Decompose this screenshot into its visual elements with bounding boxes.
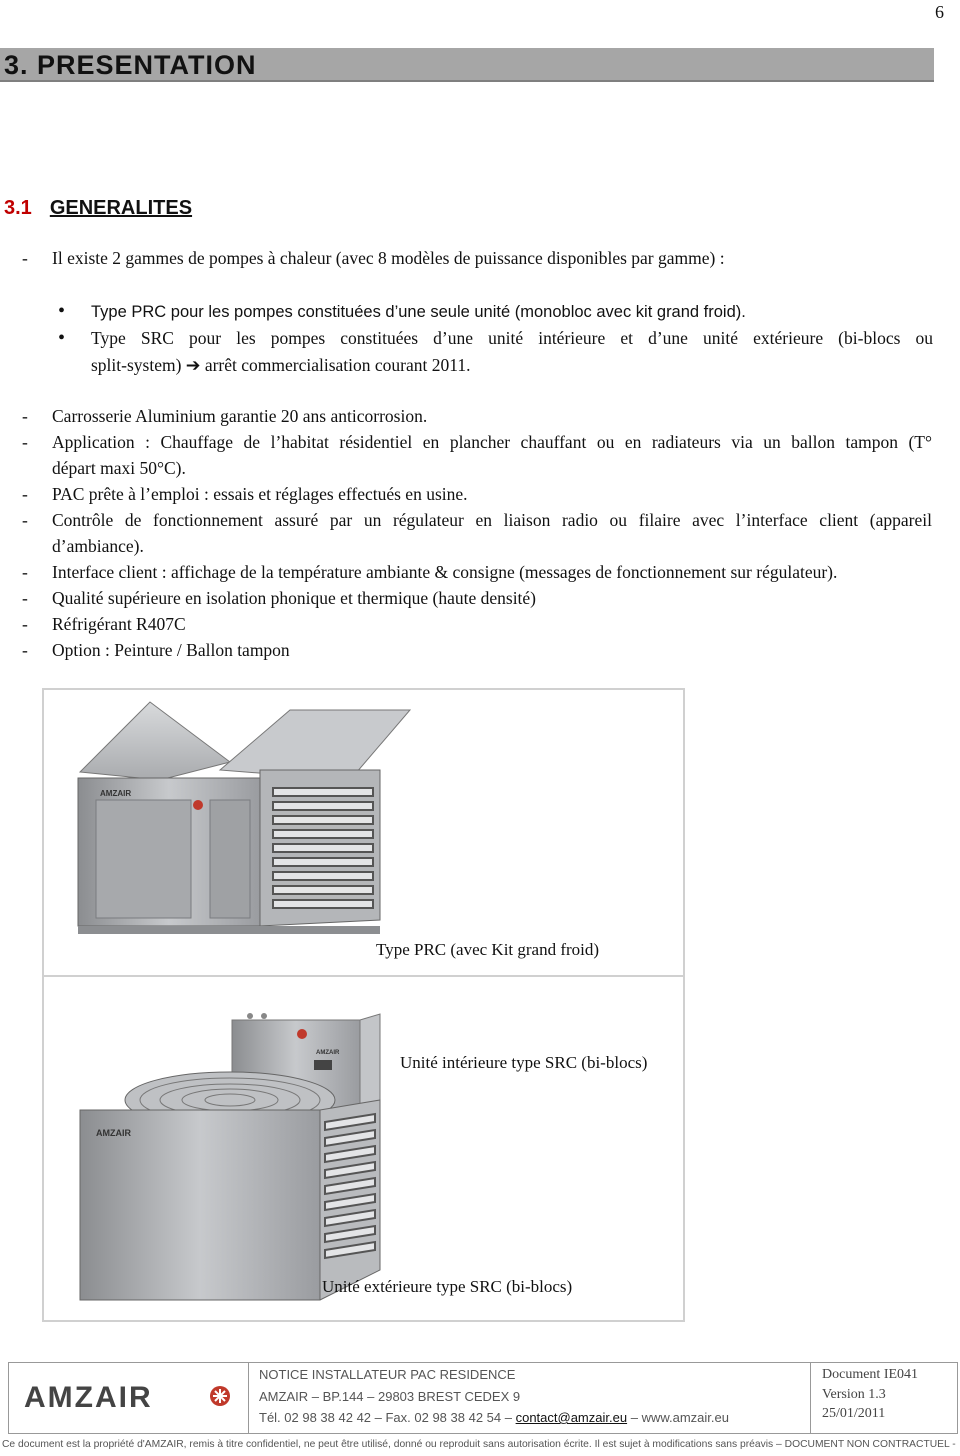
footer-disclaimer: Ce document est la propriété d'AMZAIR, remis à titre confidentiel, ne peut être utilisé, donné ou reproduit sans autorisation écrite. Il est sujet à modifications sans préavis – DOCUMENT NON CONTRACTUEL -: [2, 1439, 956, 1450]
section-heading: [4, 197, 192, 220]
svg-text:AMZAIR: AMZAIR: [316, 1050, 340, 1056]
footer-email-link[interactable]: contact@amzair.eu: [515, 1410, 628, 1425]
footer-contact: [259, 1410, 729, 1425]
amzair-logo: [24, 1381, 238, 1418]
footer-doc-title: NOTICE INSTALLATEUR PAC RESIDENCE: [259, 1367, 516, 1382]
list-item: Option : Peinture / Ballon tampon: [52, 640, 290, 660]
dash-marker: -: [22, 588, 28, 608]
svg-text:AMZAIR: AMZAIR: [100, 789, 132, 798]
list-item: Réfrigérant R407C: [52, 614, 186, 634]
dash-marker: -: [22, 248, 28, 268]
footer-date: 25/01/2011: [822, 1406, 886, 1421]
dash-marker: -: [22, 614, 28, 634]
footer-divider: [810, 1362, 811, 1434]
brand-name: AMZAIR: [24, 1381, 153, 1413]
logo-star-icon: [210, 1386, 230, 1406]
list-item: Interface client : affichage de la température ambiante & consigne (messages de fonctionnement sur régulateur).: [52, 562, 838, 582]
list-item: Application : Chauffage de l’habitat résidentiel en plancher chauffant ou en radiateurs via un ballon tampon (T°: [52, 432, 932, 452]
src-outdoor-unit-image: [70, 1070, 400, 1310]
footer-address: AMZAIR – BP.144 – 29803 BREST CEDEX 9: [259, 1389, 521, 1404]
dash-marker: -: [22, 640, 28, 660]
dash-marker: -: [22, 562, 28, 582]
list-item: PAC prête à l’emploi : essais et réglages effectués en usine.: [52, 484, 468, 504]
dash-marker: -: [22, 432, 28, 452]
footer-document-id: Document IE041: [822, 1367, 919, 1382]
chapter-title: 3. PRESENTATION: [4, 50, 257, 80]
list-item: Contrôle de fonctionnement assuré par un régulateur en liaison radio ou filaire avec l’interface client (appareil: [52, 510, 932, 530]
dash-marker: -: [22, 406, 28, 426]
footer-divider: [248, 1362, 249, 1434]
footer-phone: Tél. 02 98 38 42 42 – Fax. 02 98 38 42 54 –: [259, 1410, 512, 1425]
list-item: Carrosserie Aluminium garantie 20 ans anticorrosion.: [52, 406, 428, 426]
bullet-marker: •: [58, 327, 66, 349]
bullet-marker: •: [58, 300, 66, 322]
prc-caption: Type PRC (avec Kit grand froid): [376, 940, 600, 959]
intro-text: Il existe 2 gammes de pompes à chaleur (avec 8 modèles de puissance disponibles par gamme) :: [52, 248, 725, 268]
dash-marker: -: [22, 510, 28, 530]
footer-separator: –: [630, 1410, 638, 1425]
prc-unit-image: [70, 700, 420, 940]
list-item-continuation: départ maxi 50°C).: [52, 458, 186, 478]
amzair-logo-image: [24, 1381, 238, 1413]
section-number: 3.1: [4, 197, 32, 219]
dash-marker: -: [22, 484, 28, 504]
src-indoor-caption: Unité intérieure type SRC (bi-blocs): [400, 1053, 648, 1072]
section-title: GENERALITES: [49, 197, 193, 219]
svg-text:AMZAIR: AMZAIR: [96, 1128, 131, 1138]
list-item: Qualité supérieure en isolation phonique et thermique (haute densité): [52, 588, 537, 608]
page-number: 6: [935, 2, 944, 22]
bullet-item-continuation: split-system) ➔ arrêt commercialisation courant 2011.: [91, 355, 471, 375]
bullet-item: Type PRC pour les pompes constituées d’une seule unité (monobloc avec kit grand froid).: [91, 303, 746, 321]
src-outdoor-caption: Unité extérieure type SRC (bi-blocs): [322, 1277, 573, 1296]
list-item-continuation: d’ambiance).: [52, 536, 144, 556]
footer-version: Version 1.3: [822, 1387, 886, 1402]
footer-web: www.amzair.eu: [641, 1410, 729, 1425]
bullet-item: Type SRC pour les pompes constituées d’une unité intérieure et d’une unité extérieure (bi-blocs ou: [91, 328, 933, 348]
